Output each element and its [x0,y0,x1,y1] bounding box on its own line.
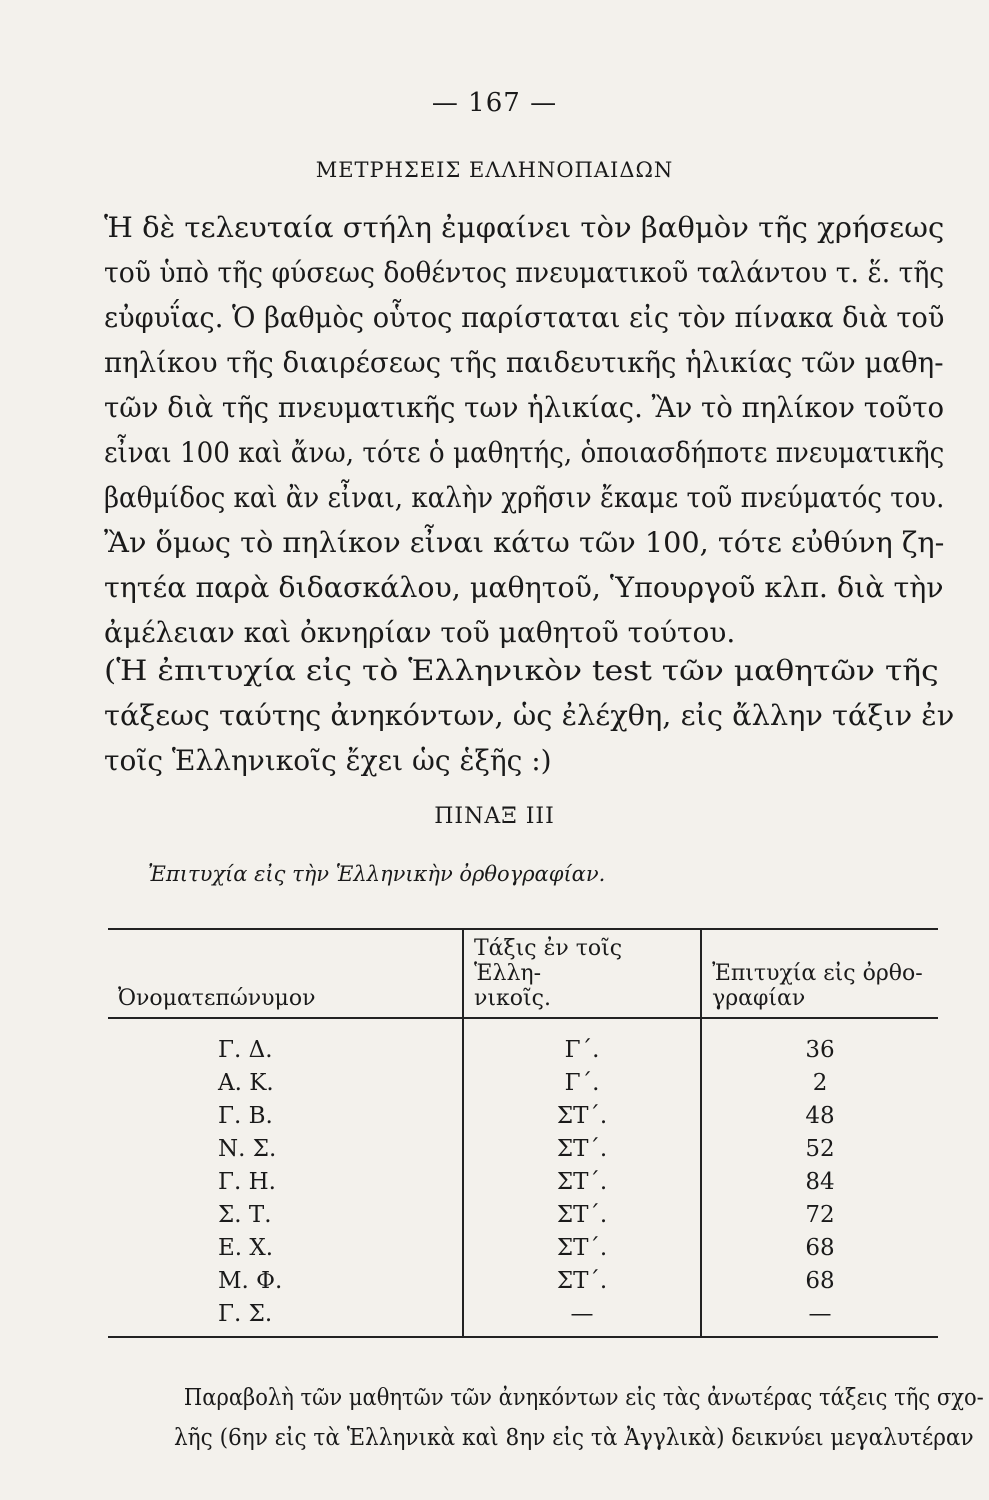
cell-class: Γ΄. [463,1018,701,1066]
cell-name: Α. Κ. [218,1069,274,1096]
paragraph-line: πηλίκου τῆς διαιρέσεως τῆς παιδευτικῆς ἡλικίας τῶν μαθη- [104,346,944,379]
cell-name: Γ. Σ. [108,1297,463,1337]
table-row [108,1198,938,1231]
cell-score: 52 [701,1132,938,1165]
paragraph-line: τάξεως ταύτης ἀνηκόντων, ὡς ἐλέχθη, εἰς ἄλλην τάξιν ἐν [104,699,955,732]
cell-class: ΣΤ΄. [463,1264,701,1297]
table-row [108,1099,938,1132]
cell-name: Ε. Χ. [218,1234,274,1261]
page-number: — 167 — [431,88,558,118]
cell-class: ΣΤ΄. [463,1231,701,1264]
table-row [108,1264,938,1297]
bottom-paragraph [150,1378,984,1458]
cell-score: — [701,1297,938,1337]
paragraph-line: εἶναι 100 καὶ ἄνω, τότε ὁ μαθητής, ὁποιασδήποτε πνευματικῆς [104,436,945,469]
table-row [108,1297,938,1337]
table-caption: Ἐπιτυχία εἰς τὴν Ἑλληνικὴν ὀρθογραφίαν. [148,862,606,886]
cell-score: 68 [701,1264,938,1297]
header-name: Ὀνοματεπώνυμον [108,929,463,1018]
cell-name: Γ. Β. [218,1102,273,1129]
running-head: ΜΕΤΡΗΣΕΙΣ ΕΛΛΗΝΟΠΑΙΔΩΝ [315,158,674,182]
cell-class: ΣΤ΄. [463,1099,701,1132]
results-table [108,928,938,1338]
paragraph-line: τοῦ ὑπὸ τῆς φύσεως δοθέντος πνευματικοῦ ταλάντου τ. ἕ. τῆς [104,256,945,289]
table-row [108,1066,938,1099]
cell-score: 68 [701,1231,938,1264]
paragraph-line: εὐφυΐας. Ὁ βαθμὸς οὗτος παρίσταται εἰς τὸν πίνακα διὰ τοῦ [104,301,945,334]
header-score: Ἐπιτυχία εἰς ὀρθο- γραφίαν [701,929,938,1018]
paragraph-line: Ἂν ὅμως τὸ πηλίκον εἶναι κάτω τῶν 100, τότε εὐθύνη ζη- [104,526,945,559]
cell-score: 84 [701,1165,938,1198]
paragraph-line: τοῖς Ἑλληνικοῖς ἔχει ὡς ἑξῆς :) [104,744,552,777]
cell-class: ΣΤ΄. [463,1198,701,1231]
cell-score: 72 [701,1198,938,1231]
cell-name: Γ. Η. [218,1168,276,1195]
paragraph-2 [104,648,954,783]
paragraph-line: Παραβολὴ τῶν μαθητῶν τῶν ἀνηκόντων εἰς τὰς ἀνωτέρας τάξεις τῆς σχο- [183,1385,984,1411]
cell-name: Ν. Σ. [218,1135,277,1162]
paragraph-line: τῶν διὰ τῆς πνευματικῆς των ἡλικίας. Ἂν τὸ πηλίκον τοῦτο [104,391,945,424]
cell-class: ΣΤ΄. [463,1132,701,1165]
paragraph-line: Ἡ δὲ τελευταία στήλη ἐμφαίνει τὸν βαθμὸν τῆς χρήσεως [104,211,945,244]
table-row [108,1231,938,1264]
cell-name: Σ. Τ. [218,1201,272,1228]
cell-score: 36 [701,1018,938,1066]
header-class: Τάξις ἐν τοῖς Ἑλλη- νικοῖς. [463,929,701,1018]
cell-name: Μ. Φ. [218,1267,283,1294]
paragraph-line: λῆς (6ην εἰς τὰ Ἑλληνικὰ καὶ 8ην εἰς τὰ Ἀγγλικὰ) δεικνύει μεγαλυτέραν [173,1425,974,1451]
cell-score: 48 [701,1099,938,1132]
cell-score: 2 [701,1066,938,1099]
cell-class: — [463,1297,701,1337]
cell-class: Γ΄. [463,1066,701,1099]
table-header-row [108,929,938,1018]
paragraph-line: τητέα παρὰ διδασκάλου, μαθητοῦ, Ὑπουργοῦ κλπ. διὰ τὴν [104,571,944,604]
paragraph-line: ἀμέλειαν καὶ ὀκνηρίαν τοῦ μαθητοῦ τούτου. [104,616,736,649]
table-row [108,1018,938,1066]
paragraph-line: (Ἡ ἐπιτυχία εἰς τὸ Ἑλληνικὸν test τῶν μαθητῶν τῆς [104,654,939,687]
table-row [108,1132,938,1165]
table-row [108,1165,938,1198]
cell-class: ΣΤ΄. [463,1165,701,1198]
cell-name: Γ. Δ. [218,1036,273,1063]
paragraph-1 [104,205,944,655]
table-title: ΠΙΝΑΞ III [434,804,555,829]
paragraph-line: βαθμίδος καὶ ἂν εἶναι, καλὴν χρῆσιν ἔκαμε τοῦ πνεύματός του. [104,481,945,514]
